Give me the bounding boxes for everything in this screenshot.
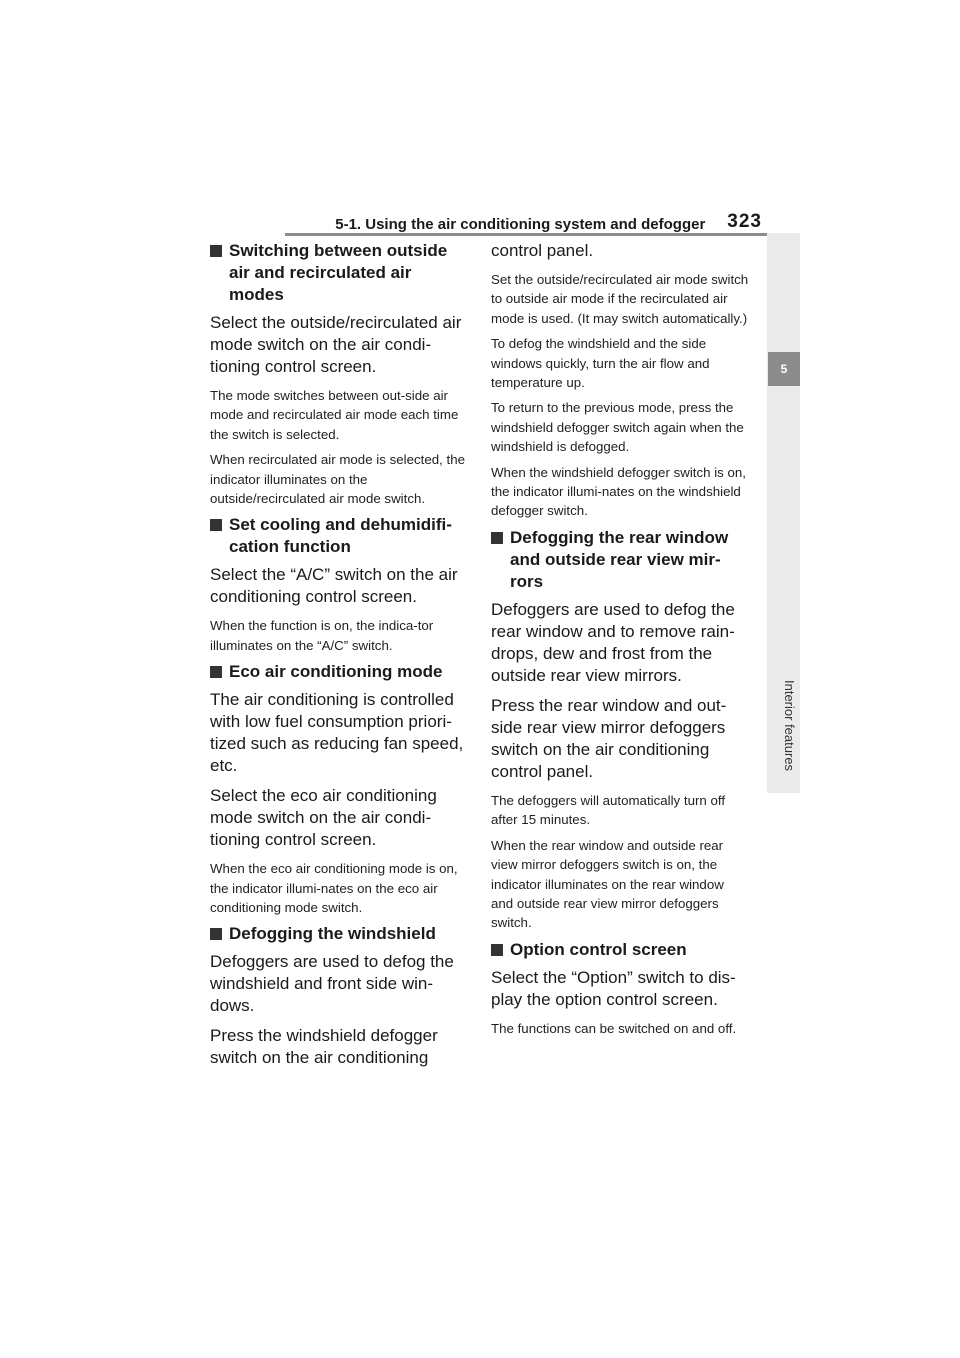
heading-option-screen: Option control screen (491, 939, 749, 961)
heading-eco-mode: Eco air conditioning mode (210, 661, 468, 683)
paragraph: Press the windshield defogger switch on the air conditioning (210, 1026, 438, 1068)
note: When the function is on, the indica-tor illuminates on the “A/C” switch. (210, 618, 434, 653)
heading-defog-windshield: Defogging the windshield (210, 923, 468, 945)
paragraph: Defoggers are used to defog the rear window and to remove rain-drops, dew and frost from the outside rear view mirrors. (491, 599, 735, 685)
paragraph: Defoggers are used to defog the windshield and front side win-dows. (210, 952, 454, 1016)
paragraph: Press the rear window and out-side rear view mirror defoggers switch on the air conditioning control panel. (491, 695, 727, 781)
note: When recirculated air mode is selected, the indicator illuminates on the outside/recirculated air mode switch. (210, 452, 465, 507)
square-bullet-icon (210, 666, 222, 678)
note: Set the outside/recirculated air mode switch to outside air mode if the recirculated air mode is used. (It may switch automatically.) (491, 272, 749, 326)
note: When the rear window and outside rear view mirror defoggers switch is on, the indicator illuminates on the rear window and outside rear view mirror defoggers switch. (491, 837, 724, 931)
right-column (491, 240, 749, 1044)
header-divider (285, 233, 800, 236)
chapter-title: Interior features (782, 680, 797, 772)
section-title: 5-1. Using the air conditioning system and defogger (335, 216, 706, 233)
left-column (210, 240, 468, 1077)
note: When the windshield defogger switch is on, the indicator illumi-nates on the windshield defogger switch. (491, 464, 746, 519)
paragraph: Select the “Option” switch to dis-play the option control screen. (491, 967, 736, 1009)
page-number: 323 (727, 211, 762, 232)
square-bullet-icon (491, 944, 503, 956)
note: The mode switches between out-side air mode and recirculated air mode each time the switch is selected. (210, 388, 459, 442)
paragraph: Select the “A/C” switch on the air conditioning control screen. (210, 565, 458, 607)
heading-defog-rear: Defogging the rear window and outside rear view mir-rors (491, 527, 749, 593)
paragraph: Select the eco air conditioning mode switch on the air condi-tioning control screen. (210, 786, 437, 850)
square-bullet-icon (491, 532, 503, 544)
paragraph: The air conditioning is controlled with low fuel consumption priori-tized such as reducing fan speed, etc. (210, 690, 464, 776)
chapter-number-badge: 5 (768, 352, 800, 386)
square-bullet-icon (210, 245, 222, 257)
page-header (285, 203, 800, 233)
note: The functions can be switched on and off. (491, 1020, 737, 1036)
note: To defog the windshield and the side windows quickly, turn the air flow and temperature up. (491, 336, 710, 391)
square-bullet-icon (210, 928, 222, 940)
note: When the eco air conditioning mode is on, the indicator illumi-nates on the eco air conditioning mode switch. (210, 861, 458, 916)
heading-outside-recirculated: Switching between outside air and recirculated air modes (210, 240, 468, 306)
square-bullet-icon (210, 519, 222, 531)
heading-cooling-dehumidification: Set cooling and dehumidifi-cation function (210, 514, 468, 558)
note: To return to the previous mode, press the windshield defogger switch again when the windshield is defogged. (491, 400, 744, 455)
paragraph: Select the outside/recirculated air mode switch on the air condi-tioning control screen. (210, 313, 462, 376)
note: The defoggers will automatically turn off after 15 minutes. (491, 792, 726, 828)
paragraph: control panel. (491, 241, 594, 260)
